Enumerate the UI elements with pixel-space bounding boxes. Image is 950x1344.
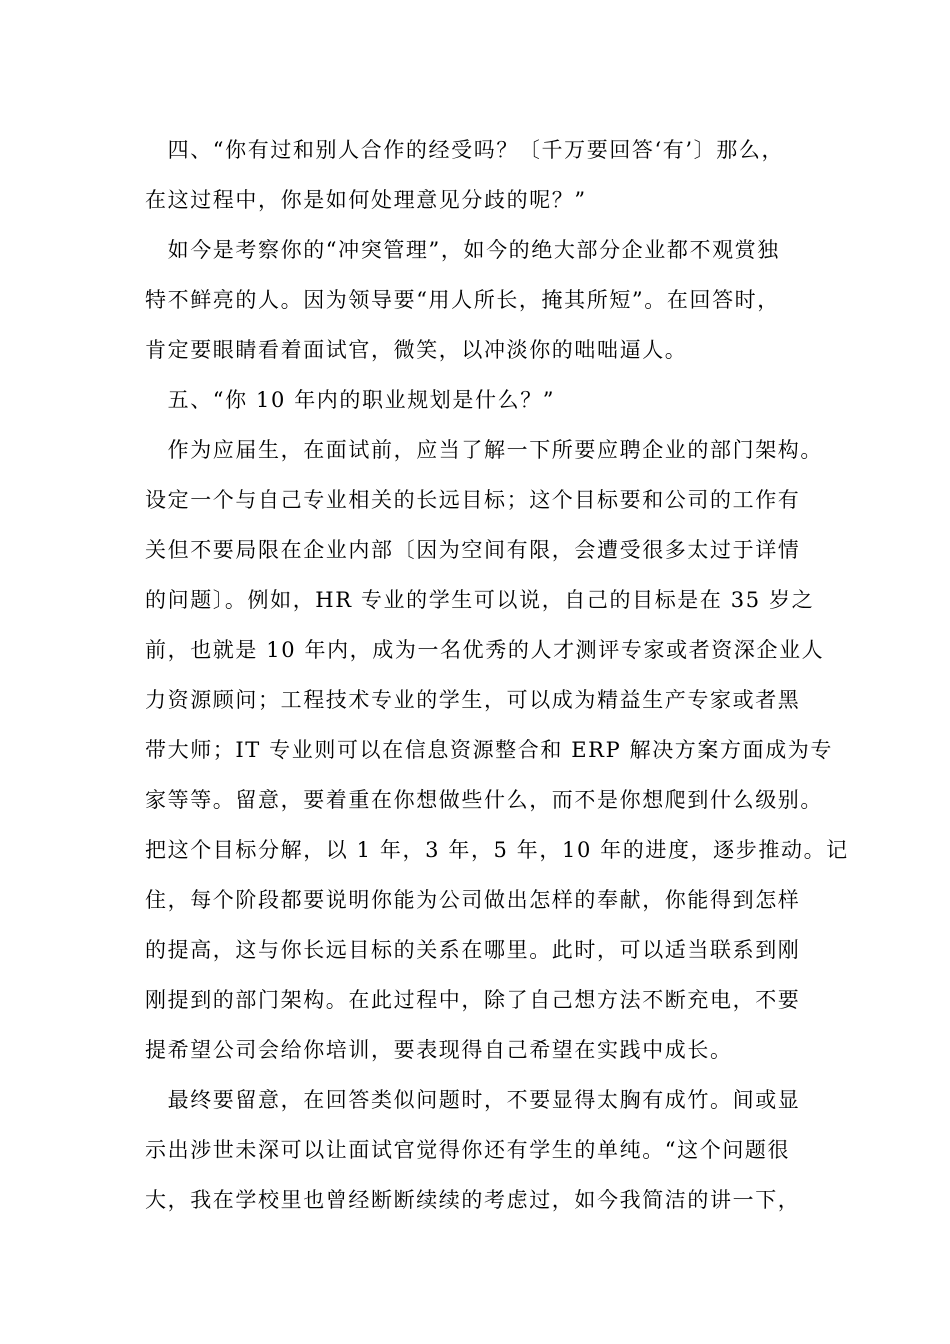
text-line: 力资源顾问；工程技术专业的学生，可以成为精益生产专家或者黑 — [145, 688, 801, 712]
text-line: 设定一个与自己专业相关的长远目标；这个目标要和公司的工作有 — [145, 488, 801, 512]
text-line: 大，我在学校里也曾经断断续续的考虑过，如今我简洁的讲一下， — [145, 1188, 801, 1212]
text-line: 把这个目标分解，以 1 年，3 年，5 年，10 年的进度，逐步推动。记 — [145, 838, 849, 862]
text-line: 带大师；IT 专业则可以在信息资源整合和 ERP 解决方案方面成为专 — [145, 738, 833, 762]
text-line: 前，也就是 10 年内，成为一名优秀的人才测评专家或者资深企业人 — [145, 638, 825, 662]
text-line: 示出涉世未深可以让面试官觉得你还有学生的单纯。“这个问题很 — [145, 1138, 791, 1162]
text-line: 的提高，这与你长远目标的关系在哪里。此时，可以适当联系到刚 — [145, 938, 801, 962]
text-line: 关但不要局限在企业内部〔因为空间有限，会遭受很多太过于详情 — [145, 538, 801, 562]
text-line: 肯定要眼睛看着面试官，微笑，以冲淡你的咄咄逼人。 — [145, 338, 688, 362]
text-line: 刚提到的部门架构。在此过程中，除了自己想方法不断充电，不要 — [145, 988, 801, 1012]
text-line: 在这过程中，你是如何处理意见分歧的呢？” — [145, 188, 587, 212]
text-line: 家等等。留意，要着重在你想做些什么，而不是你想爬到什么级别。 — [145, 788, 823, 812]
text-line: 四、“你有过和别人合作的经受吗？〔千万要回答‘有’〕那么， — [145, 138, 785, 162]
text-line: 如今是考察你的“冲突管理”，如今的绝大部分企业都不观赏独 — [145, 238, 780, 262]
text-line: 最终要留意，在回答类似问题时，不要显得太胸有成竹。间或显 — [145, 1088, 801, 1112]
text-line: 特不鲜亮的人。因为领导要“用人所长，掩其所短”。在回答时， — [145, 288, 780, 312]
text-line: 五、“你 10 年内的职业规划是什么？” — [145, 388, 556, 412]
text-line: 的问题〕。例如，HR 专业的学生可以说，自己的目标是在 35 岁之 — [145, 588, 815, 612]
text-line: 住，每个阶段都要说明你能为公司做出怎样的奉献，你能得到怎样 — [145, 888, 801, 912]
text-line: 作为应届生，在面试前，应当了解一下所要应聘企业的部门架构。 — [145, 438, 823, 462]
text-line: 提希望公司会给你培训，要表现得自己希望在实践中成长。 — [145, 1038, 733, 1062]
